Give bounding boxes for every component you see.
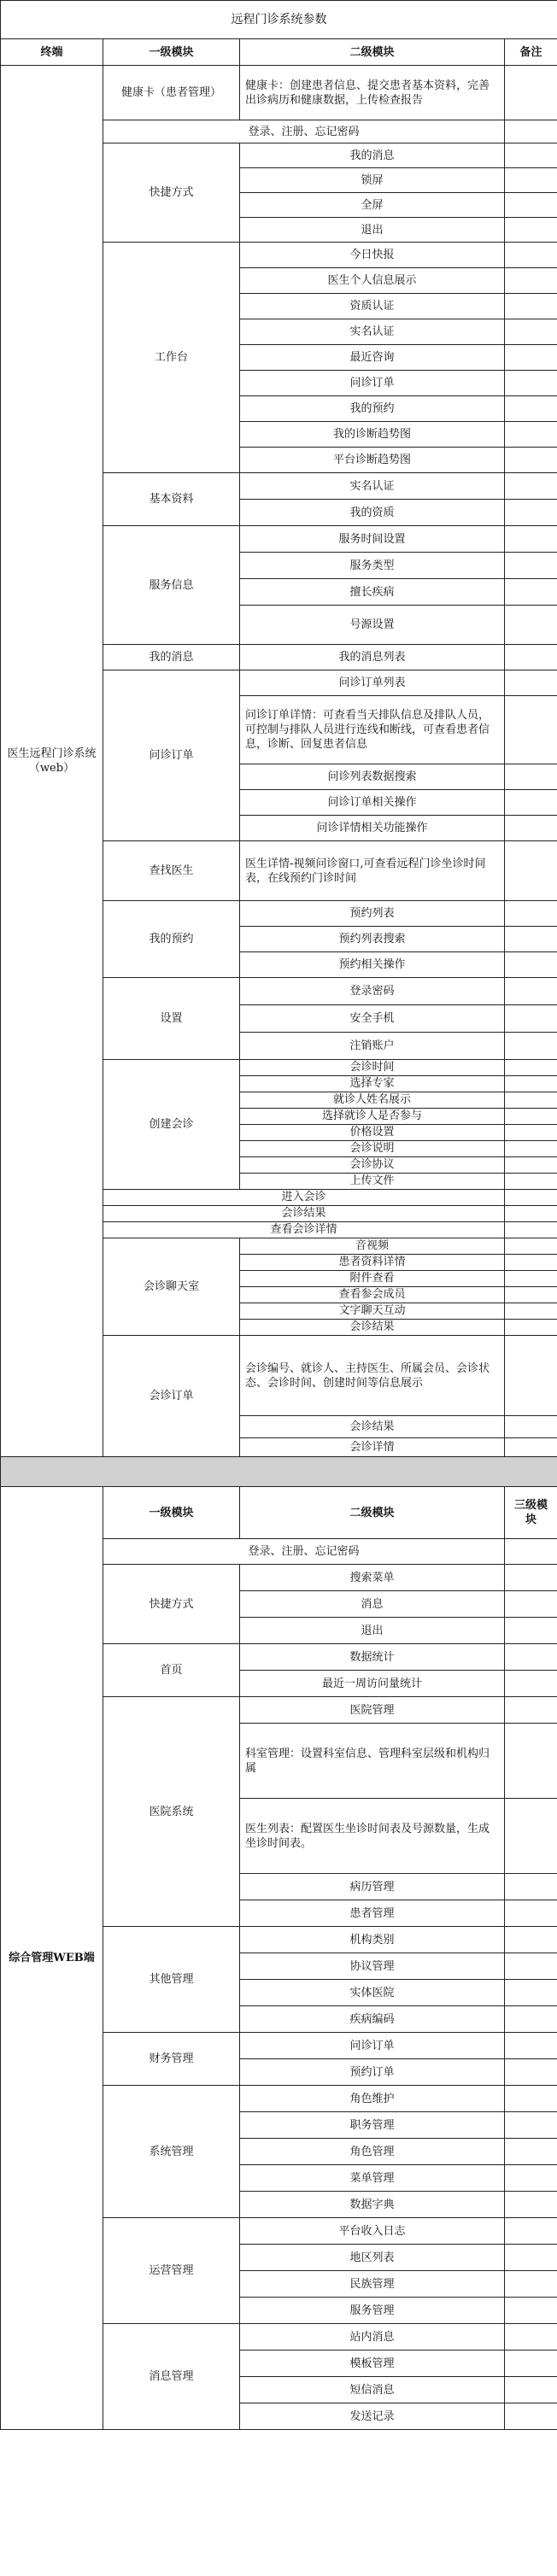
admin-shortcut-item: 搜索菜单 xyxy=(240,1565,505,1591)
admin-system-item: 菜单管理 xyxy=(240,2165,505,2192)
create-meeting-item: 价格设置 xyxy=(240,1125,505,1141)
shortcut-item: 全屏 xyxy=(240,193,505,218)
workbench-item: 平台诊断趋势图 xyxy=(240,448,505,473)
module-meeting-chat: 会诊聊天室 xyxy=(103,1238,240,1336)
profile-item: 我的资质 xyxy=(240,500,505,526)
meeting-chat-item: 患者资料详情 xyxy=(240,1255,505,1271)
admin-module-shortcut: 快捷方式 xyxy=(103,1565,240,1644)
workbench-item: 问诊订单 xyxy=(240,371,505,396)
module-settings: 设置 xyxy=(103,978,240,1060)
admin-hospital-doctor-desc: 医生列表：配置医生坐诊时间表及号源数量，生成坐诊时间表。 xyxy=(240,1799,505,1874)
admin-system-item: 角色维护 xyxy=(240,2086,505,2112)
workbench-item: 最近咨询 xyxy=(240,345,505,371)
terminal-admin: 综合管理WEB端 xyxy=(1,1487,103,2430)
admin-home-item: 数据统计 xyxy=(240,1644,505,1671)
admin-system-item: 角色管理 xyxy=(240,2139,505,2165)
admin-message-item: 发送记录 xyxy=(240,2403,505,2430)
section-divider xyxy=(1,1457,557,1487)
admin-hospital-dept-desc: 科室管理：设置科室信息、管理科室层级和机构归属 xyxy=(240,1724,505,1799)
consult-order-item: 问诊订单列表 xyxy=(240,670,505,696)
header-terminal: 终端 xyxy=(1,39,103,66)
meeting-order-item: 会诊结果 xyxy=(240,1416,505,1438)
doctor-login-row: 登录、注册、忘记密码 xyxy=(103,120,505,143)
admin-module-message: 消息管理 xyxy=(103,2324,240,2430)
appointment-item: 预约列表搜索 xyxy=(240,927,505,952)
admin-other-item: 实体医院 xyxy=(240,1980,505,2006)
admin-module-other: 其他管理 xyxy=(103,1927,240,2033)
consult-order-item: 问诊列表数据搜索 xyxy=(240,764,505,790)
meeting-order-desc: 会诊编号、就诊人、主持医生、所属会员、会诊状态、会诊时间、创建时间等信息展示 xyxy=(240,1336,505,1416)
workbench-item: 我的预约 xyxy=(240,396,505,422)
module-health-card: 健康卡（患者管理） xyxy=(103,66,240,120)
admin-operations-item: 民族管理 xyxy=(240,2271,505,2298)
admin-message-item: 短信消息 xyxy=(240,2377,505,2403)
admin-shortcut-item: 消息 xyxy=(240,1591,505,1618)
admin-module-system: 系统管理 xyxy=(103,2086,240,2218)
shortcut-item: 锁屏 xyxy=(240,168,505,193)
header-level1: 一级模块 xyxy=(103,39,240,66)
admin-module-finance: 财务管理 xyxy=(103,2033,240,2086)
admin-operations-item: 地区列表 xyxy=(240,2245,505,2271)
service-item: 服务类型 xyxy=(240,553,505,579)
meeting-chat-item: 音视频 xyxy=(240,1238,505,1255)
module-profile: 基本资料 xyxy=(103,473,240,526)
module-meeting-order: 会诊订单 xyxy=(103,1336,240,1457)
terminal-doctor: 医生远程门诊系统（web） xyxy=(1,66,103,1457)
admin-home-item: 最近一周访问量统计 xyxy=(240,1671,505,1697)
admin-shortcut-item: 退出 xyxy=(240,1618,505,1644)
admin-operations-item: 平台收入日志 xyxy=(240,2218,505,2245)
consult-order-detail: 问诊订单详情：可查看当天排队信息及排队人员，可控制与排队人员进行连线和断线，可查看患者信息，诊断、回复患者信息 xyxy=(240,696,505,764)
header-level2: 二级模块 xyxy=(240,39,505,66)
admin-message-item: 站内消息 xyxy=(240,2324,505,2351)
admin-other-item: 机构类别 xyxy=(240,1927,505,1953)
create-meeting-item: 上传文件 xyxy=(240,1174,505,1190)
module-consult-order: 问诊订单 xyxy=(103,670,240,841)
settings-item: 注销账户 xyxy=(240,1033,505,1060)
find-doctor-desc: 医生详情-视频问诊窗口,可查看远程门诊坐诊时间表，在线预约门诊时间 xyxy=(240,841,505,901)
service-item: 服务时间设置 xyxy=(240,526,505,553)
admin-header-level2: 二级模块 xyxy=(240,1487,505,1539)
create-meeting-item: 会诊协议 xyxy=(240,1157,505,1174)
admin-system-item: 数据字典 xyxy=(240,2192,505,2218)
appointment-item: 预约列表 xyxy=(240,901,505,927)
meeting-enter-row: 进入会诊 xyxy=(103,1190,505,1206)
meeting-chat-item: 附件查看 xyxy=(240,1271,505,1287)
remark-cell xyxy=(505,120,557,143)
admin-module-home: 首页 xyxy=(103,1644,240,1697)
admin-hospital-item: 病历管理 xyxy=(240,1874,505,1900)
module-service: 服务信息 xyxy=(103,526,240,645)
remark-cell xyxy=(505,66,557,120)
table-title: 远程门诊系统参数 xyxy=(1,1,557,39)
admin-module-hospital: 医院系统 xyxy=(103,1697,240,1927)
create-meeting-item: 会诊说明 xyxy=(240,1141,505,1157)
consult-order-item: 问诊订单相关操作 xyxy=(240,790,505,816)
meeting-order-item: 会诊详情 xyxy=(240,1438,505,1457)
service-item: 擅长疾病 xyxy=(240,579,505,606)
service-item: 号源设置 xyxy=(240,606,505,645)
shortcut-item: 退出 xyxy=(240,218,505,243)
admin-hospital-item: 医院管理 xyxy=(240,1697,505,1724)
profile-item: 实名认证 xyxy=(240,473,505,500)
create-meeting-item: 选择专家 xyxy=(240,1076,505,1092)
module-workbench: 工作台 xyxy=(103,243,240,473)
meeting-result-row: 会诊结果 xyxy=(103,1206,505,1222)
admin-operations-item: 服务管理 xyxy=(240,2298,505,2324)
meeting-chat-item: 查看参会成员 xyxy=(240,1287,505,1303)
admin-finance-item: 问诊订单 xyxy=(240,2033,505,2059)
shortcut-item: 我的消息 xyxy=(240,143,505,168)
admin-login-row: 登录、注册、忘记密码 xyxy=(103,1539,505,1565)
create-meeting-item: 就诊人姓名展示 xyxy=(240,1092,505,1109)
module-find-doctor: 查找医生 xyxy=(103,841,240,901)
admin-other-item: 协议管理 xyxy=(240,1953,505,1980)
admin-module-operations: 运营管理 xyxy=(103,2218,240,2324)
workbench-item: 实名认证 xyxy=(240,319,505,345)
appointment-item: 预约相关操作 xyxy=(240,952,505,978)
create-meeting-item: 会诊时间 xyxy=(240,1060,505,1076)
admin-other-item: 疾病编码 xyxy=(240,2006,505,2033)
workbench-item: 医生个人信息展示 xyxy=(240,268,505,294)
admin-header-level3: 三级模块 xyxy=(505,1487,557,1539)
module-shortcut: 快捷方式 xyxy=(103,143,240,243)
meeting-detail-row: 查看会诊详情 xyxy=(103,1222,505,1238)
consult-order-item: 问诊详情相关功能操作 xyxy=(240,816,505,841)
workbench-item: 我的诊断趋势图 xyxy=(240,422,505,448)
settings-item: 登录密码 xyxy=(240,978,505,1005)
header-remark: 备注 xyxy=(505,39,557,66)
create-meeting-item: 选择就诊人是否参与 xyxy=(240,1109,505,1125)
admin-header-level1: 一级模块 xyxy=(103,1487,240,1539)
admin-finance-item: 预约订单 xyxy=(240,2059,505,2086)
messages-item: 我的消息列表 xyxy=(240,645,505,670)
settings-item: 安全手机 xyxy=(240,1005,505,1033)
workbench-item: 今日快报 xyxy=(240,243,505,268)
meeting-chat-item: 文字聊天互动 xyxy=(240,1303,505,1320)
workbench-item: 资质认证 xyxy=(240,294,505,319)
module-appointment: 我的预约 xyxy=(103,901,240,978)
admin-hospital-item: 患者管理 xyxy=(240,1900,505,1927)
health-card-desc: 健康卡：创建患者信息、提交患者基本资料，完善出诊病历和健康数据，上传检查报告 xyxy=(240,66,505,120)
admin-message-item: 模板管理 xyxy=(240,2351,505,2377)
module-create-meeting: 创建会诊 xyxy=(103,1060,240,1190)
admin-system-item: 职务管理 xyxy=(240,2112,505,2139)
module-messages: 我的消息 xyxy=(103,645,240,670)
meeting-chat-item: 会诊结果 xyxy=(240,1320,505,1336)
